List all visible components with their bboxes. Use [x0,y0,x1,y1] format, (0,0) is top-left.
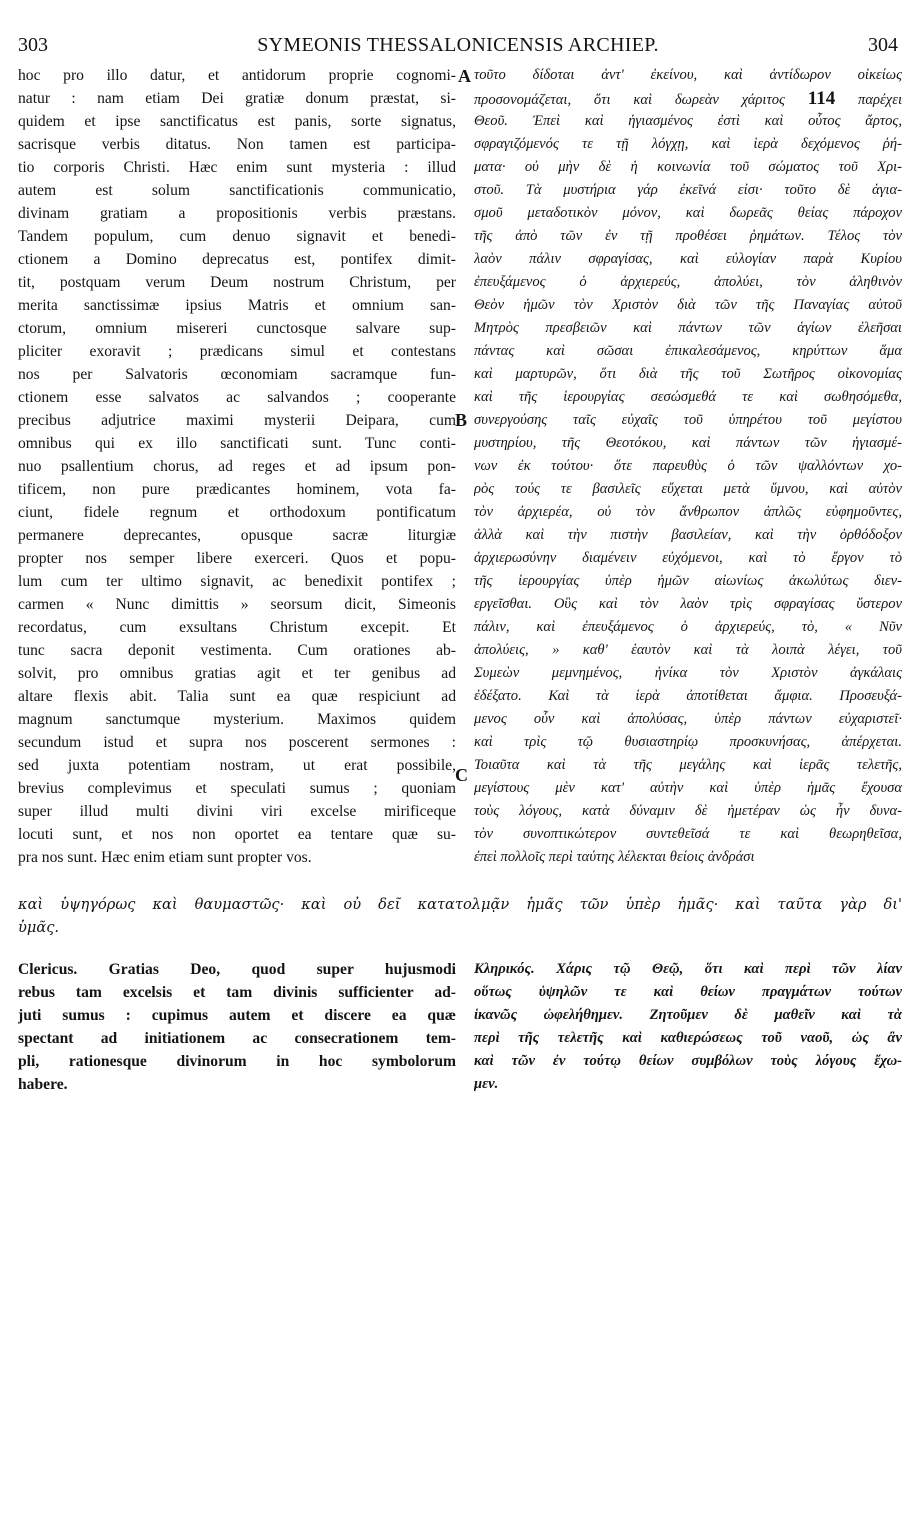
greek-line: καὶ τῆς ἱερουργίας σεσώσμεθά τε καὶ σωθησόμεθα, [474,389,902,405]
latin-line: altare flexis abit. Talia sunt ea quæ respiciunt ad [18,688,456,705]
greek-line: ἐδέξατο. Καὶ τὰ ἱερὰ ἀποτίθεται ἄμφια. Προσευξά- [474,688,902,704]
latin-line: secundum istud et supra nos poscerent sermones : [18,734,456,751]
latin-line: solvit, pro omnibus gratias agit et ter genibus ad [18,665,456,682]
greek-wide-line: καὶ ὑψηγόρως καὶ θαυμαστῶς· καὶ οὐ δεῖ κατατολμᾷν ἡμᾶς τῶν ὑπὲρ ἡμᾶς· καὶ ταῦτα γὰρ δι' [18,896,902,913]
greek-line: τοῦτο δίδοται ἀντ' ἐκείνου, καὶ ἀντίδωρον οἰκείως [474,67,902,83]
latin-line: quidem et ipse sanctificatus est panis, sorte signatus, [18,113,456,130]
greek-line: μενος οὖν καὶ ἀπολύσας, ὑπὲρ πάντων εὐχαριστεῖ· [474,711,902,727]
greek-line: Μητρὸς πρεσβειῶν καὶ πάντων τῶν ἁγίων ἐλεῆσαι [474,320,902,336]
latin-line: nuo psallentium chorus, ad reges et ad ipsum pon- [18,458,456,475]
greek-line: τὸν συνοπτικώτερον συντεθεῖσά τε καὶ θεωρηθεῖσα, [474,826,902,842]
greek-line: καὶ μαρτυρῶν, ὅτι διὰ τῆς τοῦ Σωτῆρος οἰκονομίας [474,366,902,382]
migne-column-number: 114 [807,88,836,109]
latin-dialogue-line: juti sumus : cupimus autem et discere ea quæ [18,1007,456,1024]
margin-marker-a: A [458,66,471,86]
greek-line: στοῦ. Τὰ μυστήρια γάρ ἐκεῖνά εἰσι· τοῦτο δὲ ἁγια- [474,182,902,198]
latin-line: propter nos semper libere exerceri. Quos et popu- [18,550,456,567]
greek-column-dialogue [474,958,902,1096]
latin-line: permanere deprecantes, opusque sacræ liturgiæ [18,527,456,544]
greek-dialogue-line: μεν. [474,1076,499,1092]
latin-line: recordatus, cum exsultans Christum excepit. Et [18,619,456,636]
latin-line: tificem, non pure prædicantes hominem, vota fa- [18,481,456,498]
latin-line: ciunt, fidele regnum et orthodoxum pontificatum [18,504,456,521]
latin-line: ctionem esse salvatos ac salvandos ; cooperante [18,389,456,406]
latin-line: carmen « Nunc dimittis » seorsum dicit, Simeonis [18,596,456,613]
greek-line: εργεῖσθαι. Οὓς καὶ τὸν λαὸν τρὶς σφραγίσας ὕστερον [474,596,902,612]
greek-line: λαὸν πάλιν σφραγίσας, καὶ εὐλογίαν παρὰ Κυρίου [474,251,902,267]
greek-line: ἀλλὰ καὶ τὴν πιστὴν βασιλείαν, καὶ τὴν ὀρθόδοξον [474,527,902,543]
latin-line: tit, postquam verum Deum nostrum Christum, per [18,274,456,291]
latin-line: Tandem populum, cum denuo signavit et benedi- [18,228,456,245]
latin-dialogue-line: habere. [18,1076,68,1093]
latin-dialogue-line: spectant ad initiationem ac consecrationem tem- [18,1030,456,1047]
latin-line: omnibus qui ex illo sanctificati sunt. Tunc conti- [18,435,456,452]
latin-line: precibus adjutrice maximi mysterii Deipara, cum [18,412,456,429]
latin-line: pra nos sunt. Hæc enim etiam sunt propter vos. [18,849,312,866]
greek-line: ρὸς τούς τε βασιλεῖς εὔχεται μετὰ ὕμνου, καὶ αὐτὸν [474,481,902,497]
greek-line: τοὺς λόγους, κατὰ δύναμιν δὲ ἡμετέραν ὡς ἦν δυνα- [474,803,902,819]
greek-line: σφραγιζόμενός τε τῇ λόγχῃ, καὶ ἱερὰ δεχόμενος ῥή- [474,136,902,152]
greek-line: νων ἐκ τούτου· ὅτε παρευθὺς ὁ τῶν ψαλλόντων χο- [474,458,902,474]
greek-column [474,64,902,869]
page-number-right: 304 [868,34,898,56]
greek-line: σμοῦ μεταδοτικὸν μόνον, καὶ δωρεᾶς θείας πάροχον [474,205,902,221]
greek-line: Τοιαῦτα καὶ τὰ τῆς μεγάλης καὶ ἱερᾶς τελετῆς, [474,757,902,773]
greek-dialogue-line: ἱκανῶς ὠφελήθημεν. Ζητοῦμεν δὲ μαθεῖν καὶ τὰ [474,1007,902,1023]
greek-line: ἀρχιερωσύνην διαμένειν εὐχόμενοι, καὶ τὸ ἔργον τὸ [474,550,902,566]
latin-line: hoc pro illo datur, et antidorum proprie cognomi- [18,67,456,84]
latin-line: magnum sanctumque mysterium. Maximos quidem [18,711,456,728]
greek-line: ματα· οὐ μὴν δὲ ἡ κοινωνία τοῦ σώματος τοῦ Χρι- [474,159,902,175]
latin-line: lum cum ter ultimo signavit, ac benedixit pontifex ; [18,573,456,590]
latin-line: super illud multi divini viri excelse mirificeque [18,803,456,820]
greek-line: μυστηρίου, τῆς Θεοτόκου, καὶ πάντων τῶν ἡγιασμέ- [474,435,902,451]
greek-line: πάντας καὶ σῶσαι ἐπικαλεσάμενος, κηρύττων ἅμα [474,343,902,359]
latin-line: merita sanctissimæ ipsius Matris et omnium san- [18,297,456,314]
latin-line: natur : nam etiam Dei gratiæ donum præstat, si- [18,90,456,107]
greek-line-text: προσονομάζεται, ὅτι καὶ δωρεὰν χάριτος [474,92,785,108]
latin-line: tio corporis Christi. Hæc enim sunt mysteria : illud [18,159,456,176]
latin-dialogue-line: Clericus. Gratias Deo, quod super hujusmodi [18,961,456,978]
latin-line: pliciter exoravit ; prædicans simul et contestans [18,343,456,360]
running-header [0,32,916,58]
full-width-lines [18,893,902,939]
latin-line: divinam gratiam a propositionis verbis præstans. [18,205,456,222]
latin-line: locuti sunt, et nos non oportet ea tentare quæ su- [18,826,456,843]
latin-line: ctionem a Domino deprecatus est, pontifex dimit- [18,251,456,268]
greek-wide-line: ὑμᾶς. [18,919,60,936]
margin-marker-b: B [455,410,468,430]
greek-line: ἀπολύεις, » καθ' ἑαυτὸν καὶ τὰ λοιπὰ λέγει, τοῦ [474,642,902,658]
greek-line: ἐπεὶ πολλοῖς περὶ ταύτης λέλεκται θείοις ἀνδράσι [474,849,755,865]
greek-dialogue-line: περὶ τῆς τελετῆς καὶ καθιερώσεως τοῦ ναοῦ, ὡς ἂν [474,1030,902,1046]
latin-line: sed juxta potentiam nostram, ut erat possibile, [18,757,456,774]
page-number-left: 303 [18,34,48,56]
latin-column [18,64,456,869]
greek-line: πάλιν, καὶ ἐπευξάμενος ὁ ἀρχιερεύς, τὸ, « Νῦν [474,619,902,635]
latin-line: autem est solum sanctificationis communicatio, [18,182,456,199]
latin-line: sacrisque verbis ditatus. Non tamen est participa- [18,136,456,153]
greek-line: Θεὸν ἡμῶν τὸν Χριστὸν διὰ τῶν τῆς Παναγίας αὐτοῦ [474,297,902,313]
latin-dialogue-line: rebus tam excelsis et tam divinis sufficienter ad- [18,984,456,1001]
greek-line [474,87,902,110]
margin-marker-c: C [455,765,468,785]
greek-line: συνεργούσης ταῖς εὐχαῖς τοῦ ὑπηρέτου τοῦ μεγίστου [474,412,902,428]
latin-line: brevius complevimus et speculati sumus ; quoniam [18,780,456,797]
latin-line: tunc sacra deponit vestimenta. Cum orationes ab- [18,642,456,659]
latin-line: ctorum, omnium misereri cunctosque salvare sup- [18,320,456,337]
greek-line: Συμεὼν μεμνημένος, ἡνίκα τὸν Χριστὸν ἀγκάλαις [474,665,902,681]
greek-line: καὶ τρὶς τῷ θυσιαστηρίῳ προσκυνήσας, ἀπέρχεται. [474,734,902,750]
greek-line: τὸν ἀρχιερέα, οὐ τὸν ἄνθρωπον ἁπλῶς εὐφημοῦντες, [474,504,902,520]
greek-line: ἐπευξάμενος ὁ ἀρχιερεύς, ἀπολύει, τὸν ἀληθινὸν [474,274,902,290]
latin-dialogue-line: pli, rationesque divinorum in hoc symbolorum [18,1053,456,1070]
running-title: SYMEONIS THESSALONICENSIS ARCHIEP. [257,34,659,56]
greek-line-text: παρέχει [858,92,902,108]
latin-column-dialogue [18,958,456,1096]
greek-line: μεγίστους μὲν κατ' αὐτὴν καὶ ὑπὲρ ἡμᾶς ἔχουσα [474,780,902,796]
greek-line: Θεοῦ. Ἐπεὶ καὶ ἡγιασμένος ἐστὶ καὶ οὗτος ἄρτος, [474,113,902,129]
greek-dialogue-line: οὕτως ὑψηλῶν τε καὶ θείων πραγμάτων τούτων [474,984,902,1000]
greek-line: τῆς ἀπὸ τῶν ἐν τῇ προθέσει ῥημάτων. Τέλος τὸν [474,228,902,244]
latin-line: nos per Salvatoris œconomiam sacramque fun- [18,366,456,383]
greek-dialogue-line: καὶ τῶν ἐν τούτῳ θείων συμβόλων τοὺς λόγους ἔχω- [474,1053,902,1069]
greek-dialogue-line: Κληρικός. Χάρις τῷ Θεῷ, ὅτι καὶ περὶ τῶν λίαν [474,961,902,977]
greek-line: τῆς ἱερουργίας ὑπὲρ ἡμῶν αἰωνίως ἀκωλύτως διεν- [474,573,902,589]
